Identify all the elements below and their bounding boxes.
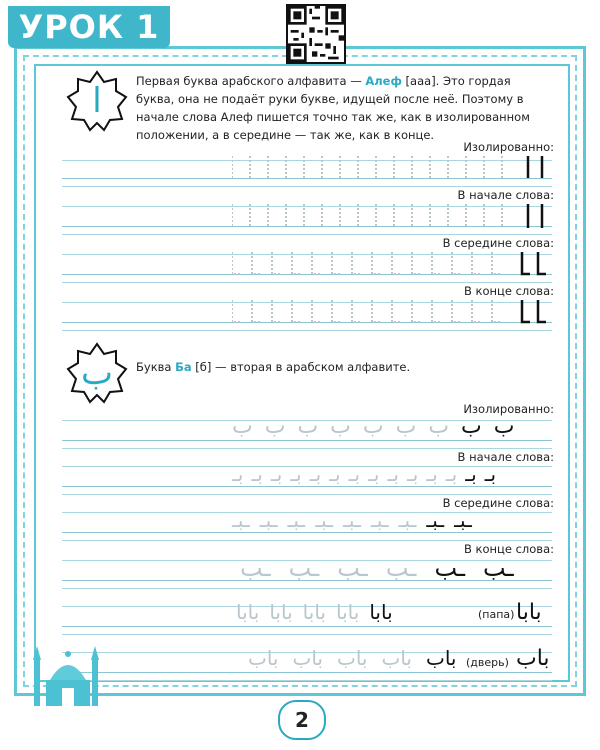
ba-name: Ба: [175, 360, 192, 374]
ruling-line: [62, 234, 552, 235]
ba-star-badge: [66, 342, 128, 404]
qr-code[interactable]: [286, 4, 346, 64]
word-baba-gloss: (папа): [478, 608, 515, 621]
trace-letter: بـ: [251, 462, 263, 486]
trace-word: بابا: [302, 600, 326, 624]
trace-letter: ـبـ: [259, 508, 278, 532]
ba-text-after: [б] — вторая в арабском алфавите.: [191, 360, 411, 374]
alef-initial-row: [232, 202, 552, 232]
trace-word: باب: [337, 646, 368, 670]
trace-letter: بـ: [426, 462, 438, 486]
trace-letter: ـب: [385, 554, 417, 582]
sample-word: باب: [426, 646, 457, 670]
sample-word: بابا: [369, 600, 393, 624]
ruling-line: [62, 486, 552, 487]
alef-glyph: ا: [92, 81, 102, 121]
alef-text-before: Первая буква арабского алфавита —: [136, 74, 366, 88]
trace-letter: ب: [232, 414, 253, 439]
alef-final-traces: [232, 298, 552, 328]
ruling-line: [62, 494, 552, 495]
alef-medial-traces: [232, 250, 552, 280]
trace-letter: ب: [428, 414, 450, 439]
alef-label-isolated: Изолированно:: [463, 140, 554, 154]
trace-letter: ب: [395, 414, 417, 439]
trace-letter: ـب: [240, 554, 271, 582]
trace-letter: ـب: [288, 554, 320, 582]
ba-label-isolated: Изолированно:: [463, 402, 554, 416]
ba-final-row: [240, 554, 514, 582]
trace-word: بابا: [335, 600, 360, 624]
trace-letter: ـبـ: [287, 508, 306, 532]
ruling-line: [62, 634, 552, 635]
trace-word: باب: [292, 646, 323, 670]
alef-label-final: В конце слова:: [463, 284, 554, 298]
alef-text-after: [ааа]. Это гордая буква, она не подаёт руки букве, идущей после неё. Поэтому в начале слова Алеф пишется точно так же, как в изолированном положении, а в середине — так же, как в конце.: [136, 74, 530, 142]
trace-word: بابا: [236, 600, 260, 624]
sample-letter: بـ: [465, 462, 477, 486]
ruling-line: [62, 626, 552, 627]
ba-isolated-row: [232, 414, 514, 439]
trace-letter: بـ: [329, 462, 341, 486]
trace-letter: بـ: [368, 462, 380, 486]
trace-word: باب: [248, 646, 279, 670]
word-bab-sample: باب: [516, 646, 550, 671]
ruling-line: [62, 680, 552, 681]
alef-description: [136, 72, 546, 144]
trace-letter: بـ: [232, 462, 244, 486]
mosque-icon: [28, 640, 108, 710]
alef-initial-traces: [232, 202, 552, 232]
ruling-line: [62, 448, 552, 449]
trace-letter: ب: [362, 414, 384, 439]
page-number: 2: [278, 700, 326, 740]
trace-letter: ـبـ: [232, 508, 250, 532]
ruling-line: [62, 672, 552, 673]
ba-text-before: Буква: [136, 360, 176, 374]
ba-medial-row: [232, 508, 472, 532]
ba-label-medial: В середине слова:: [442, 496, 554, 510]
ruling-line: [62, 186, 552, 187]
sample-letter: ب: [493, 414, 515, 439]
lesson-title: УРОК 1: [8, 6, 170, 48]
word-baba-row: [236, 600, 393, 624]
alef-isolated-row: [232, 154, 552, 182]
trace-letter: ب: [264, 414, 286, 439]
trace-letter: بـ: [387, 462, 399, 486]
trace-letter: ـبـ: [315, 508, 334, 532]
trace-letter: بـ: [445, 462, 458, 486]
trace-letter: بـ: [406, 462, 419, 486]
ba-label-final: В конце слова:: [463, 542, 554, 556]
sample-letter: ب: [461, 414, 482, 439]
ruling-line: [62, 282, 552, 283]
word-bab-row: [248, 646, 457, 670]
word-baba-sample: بابا: [516, 600, 542, 625]
trace-letter: بـ: [348, 462, 361, 486]
ba-label-initial: В начале слова:: [457, 450, 554, 464]
alef-isolated-traces: [232, 154, 552, 182]
sample-letter: ـب: [434, 554, 466, 582]
trace-letter: ـبـ: [370, 508, 389, 532]
ruling-line: [62, 330, 552, 331]
trace-word: باب: [381, 646, 412, 670]
ba-glyph: ب: [80, 353, 113, 393]
ruling-line: [62, 588, 552, 589]
word-bab-gloss: (дверь): [466, 656, 509, 669]
ruling-line: [62, 532, 552, 533]
sample-letter: ـبـ: [426, 508, 445, 532]
sample-letter: ـب: [483, 554, 514, 582]
alef-star-badge: [66, 70, 128, 132]
trace-letter: بـ: [270, 462, 283, 486]
ba-initial-row: [232, 462, 496, 486]
alef-label-initial: В начале слова:: [457, 188, 554, 202]
trace-letter: ب: [297, 414, 319, 439]
ruling-line: [62, 440, 552, 441]
trace-letter: بـ: [290, 462, 302, 486]
alef-name: Алеф: [365, 74, 402, 88]
sample-letter: ـبـ: [454, 508, 472, 532]
ba-description: [136, 358, 546, 376]
qr-code-icon: [288, 6, 344, 62]
trace-word: بابا: [269, 600, 293, 624]
sample-letter: بـ: [484, 462, 497, 486]
trace-letter: ـبـ: [398, 508, 417, 532]
trace-letter: ب: [330, 414, 351, 439]
alef-final-row: [232, 298, 552, 328]
trace-letter: ـب: [337, 554, 368, 582]
alef-medial-row: [232, 250, 552, 280]
alef-label-medial: В середине слова:: [442, 236, 554, 250]
ruling-line: [62, 540, 552, 541]
trace-letter: بـ: [309, 462, 322, 486]
trace-letter: ـبـ: [343, 508, 361, 532]
